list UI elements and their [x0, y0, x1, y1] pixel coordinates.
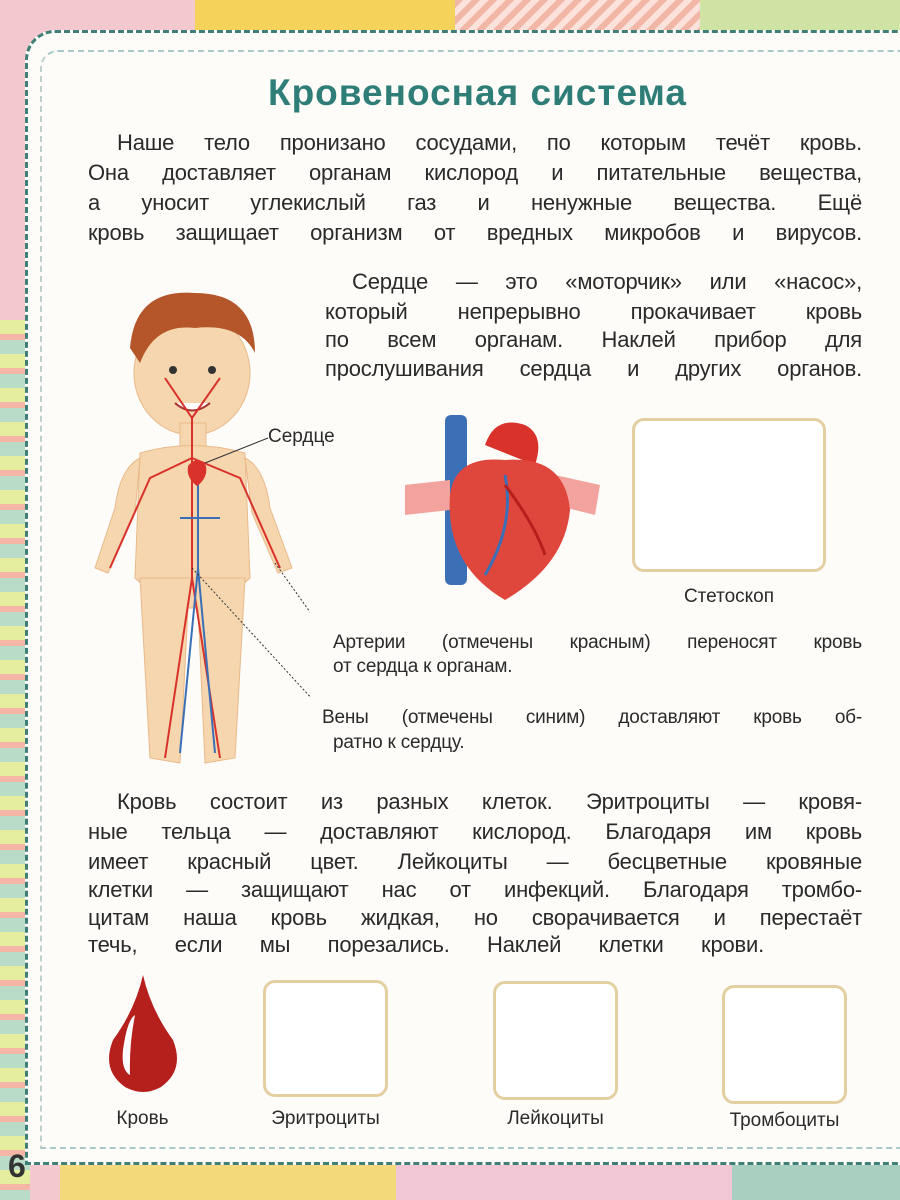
intro-line: кровь защищает организм от вредных микробов и вирусов. [88, 220, 862, 245]
page-title: Кровеносная система [267, 72, 688, 113]
intro-line: а уносит углекислый газ и ненужные вещества. Ещё [88, 190, 862, 215]
erythrocytes-label: Эритроциты [271, 1108, 380, 1129]
blood-text-line: клетки — защищают нас от инфекций. Благодаря тромбо- [88, 877, 862, 902]
stethoscope-label: Стетоскоп [683, 586, 775, 607]
blood-text-line: Кровь состоит из разных клеток. Эритроциты — кровя- [117, 789, 862, 814]
veins-text-line: Вены (отмечены синим) доставляют кровь об- [322, 707, 862, 728]
platelets-sticker-slot[interactable] [722, 985, 847, 1104]
heart-illustration [405, 415, 605, 605]
blood-label: Кровь [116, 1108, 169, 1129]
heart-label: Сердце [268, 426, 335, 447]
page-number: 6 [8, 1148, 26, 1184]
platelets-label: Тромбоциты [729, 1110, 840, 1131]
veins-text-line: ратно к сердцу. [333, 732, 465, 753]
leukocytes-sticker-slot[interactable] [493, 981, 618, 1100]
intro-line: Наше тело пронизано сосудами, по которым течёт кровь. [117, 130, 862, 155]
blood-text-line: ные тельца — доставляют кислород. Благодаря им кровь [88, 819, 862, 844]
heart-text-line: по всем органам. Наклей прибор для [325, 327, 862, 352]
blood-drop-icon [105, 975, 181, 1093]
stethoscope-sticker-slot[interactable] [632, 418, 826, 572]
intro-line: Она доставляет органам кислород и питательные вещества, [88, 160, 862, 185]
blood-text-line: имеет красный цвет. Лейкоциты — бесцветные кровяные [88, 849, 862, 874]
arteries-text-line: Артерии (отмечены красным) переносят кровь [333, 632, 862, 653]
blood-text-line: цитам наша кровь жидкая, но сворачивается и перестаёт [88, 905, 862, 930]
heart-text-line: который непрерывно прокачивает кровь [325, 299, 862, 324]
erythrocytes-sticker-slot[interactable] [263, 980, 388, 1097]
boy-circulatory-illustration [80, 278, 310, 788]
heart-text-line: прослушивания сердца и других органов. [325, 356, 862, 381]
leukocytes-label: Лейкоциты [507, 1108, 604, 1129]
heart-text-line: Сердце — это «моторчик» или «насос», [352, 269, 862, 294]
bg-strip-bottom [60, 1165, 900, 1200]
arteries-text-line: от сердца к органам. [333, 656, 513, 677]
blood-text-line: течь, если мы порезались. Наклей клетки крови. [88, 932, 764, 957]
